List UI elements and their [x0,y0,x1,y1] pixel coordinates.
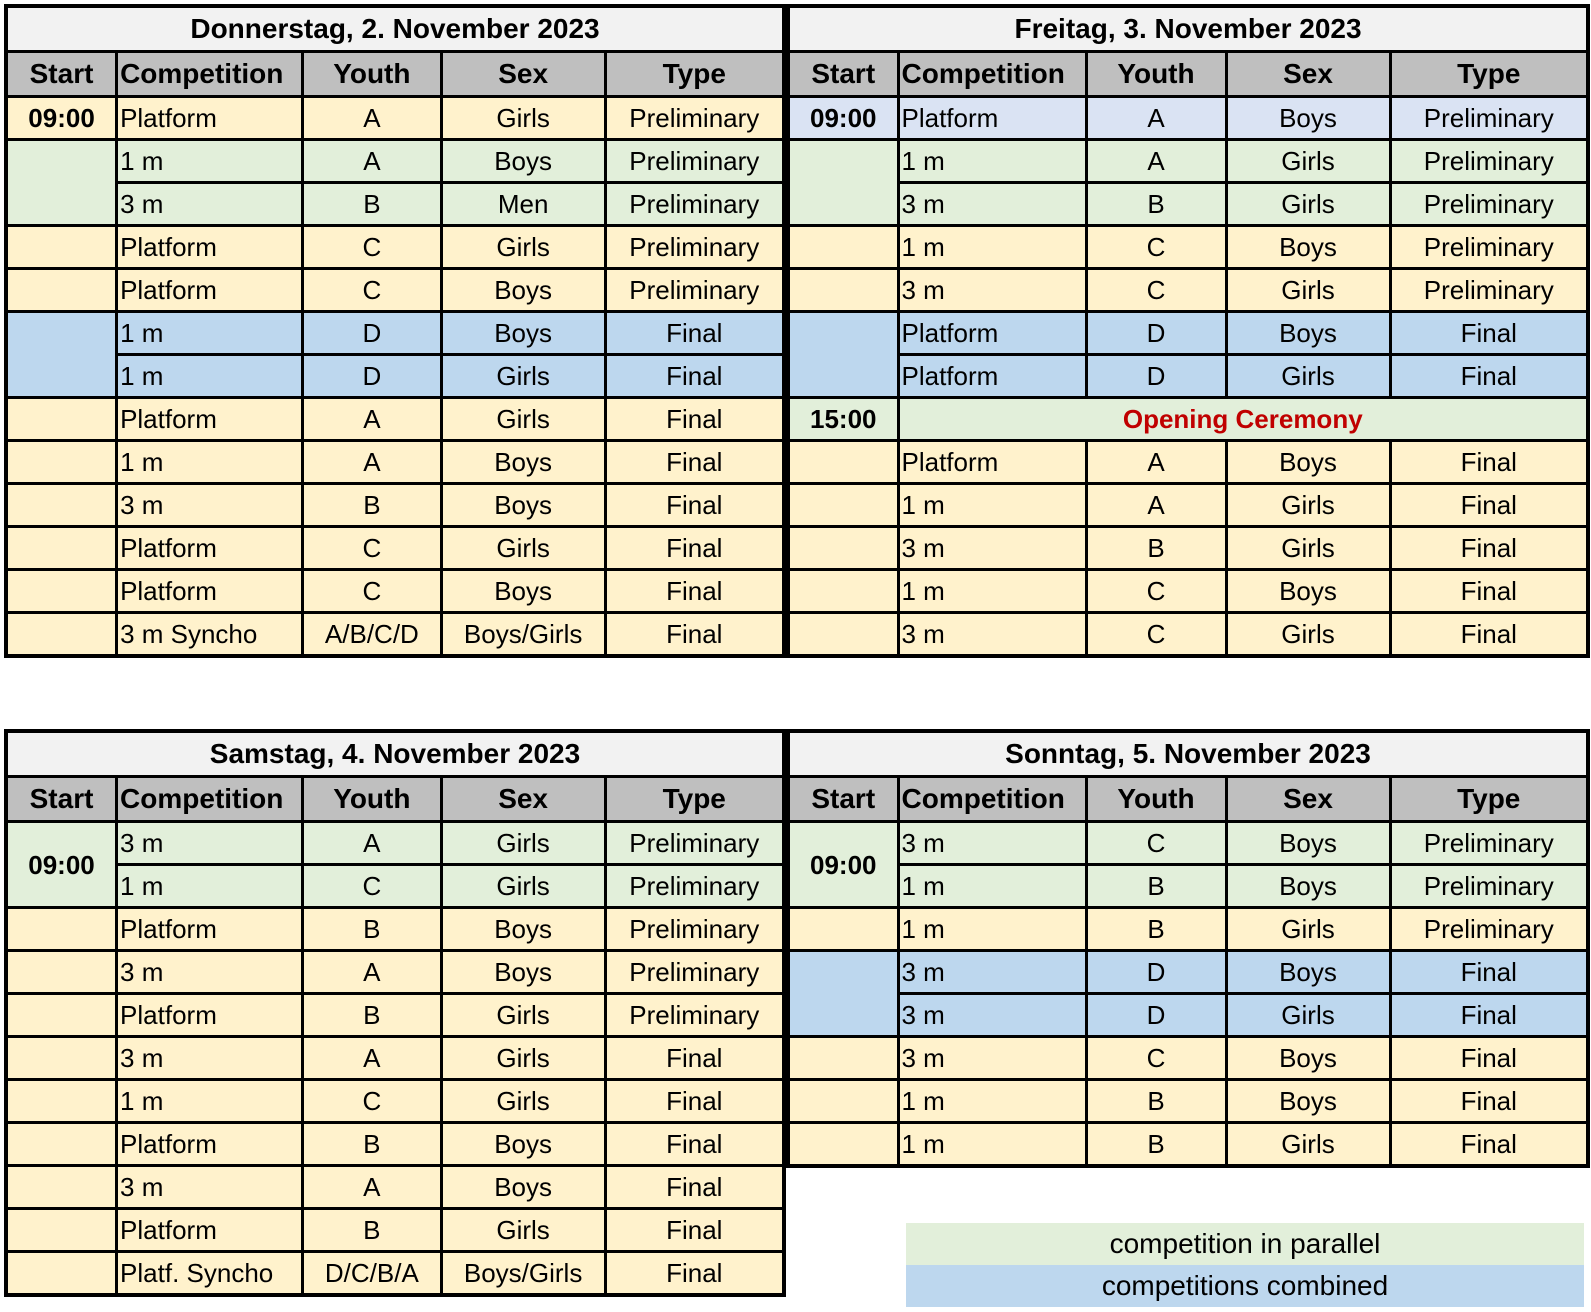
table-row [6,613,784,657]
legend-parallel: competition in parallel [906,1223,1584,1265]
table-row [788,527,1588,570]
competition-cell: Platf. Syncho [117,1252,303,1296]
competition-cell: 3 m [898,994,1086,1037]
table-row [6,1037,784,1080]
type-cell: Final [605,1209,784,1252]
youth-cell: A [1086,441,1226,484]
competition-cell: Platform [117,570,303,613]
youth-cell: A [303,441,442,484]
youth-cell: C [1086,570,1226,613]
table-row [788,613,1588,657]
competition-cell: 3 m [898,183,1086,226]
start-cell [788,441,898,484]
competition-cell: Platform [898,355,1086,398]
start-cell [788,908,898,951]
competition-cell: Platform [117,226,303,269]
table-row [788,269,1588,312]
competition-cell: Platform [117,994,303,1037]
table-row [6,226,784,269]
schedule-table-freitag [786,4,1590,658]
youth-cell: A [303,140,442,183]
youth-cell: A [303,97,442,140]
youth-cell: A [1086,97,1226,140]
sex-cell: Girls [1226,527,1390,570]
youth-cell: B [302,1123,441,1166]
sex-cell: Girls [441,994,605,1037]
sex-cell: Boys [441,312,605,355]
start-cell [6,1037,117,1080]
sex-cell: Boys [441,1166,605,1209]
youth-cell: B [1086,527,1226,570]
competition-cell: Platform [117,908,303,951]
type-cell: Final [605,1252,784,1296]
type-cell: Final [1390,1080,1588,1123]
table-row [788,865,1588,908]
youth-cell: D/C/B/A [302,1252,441,1296]
type-cell: Final [605,527,784,570]
youth-cell: A [1086,140,1226,183]
day-title: Samstag, 4. November 2023 [6,731,784,777]
header-type: Type [605,52,784,97]
table-row [6,951,784,994]
start-cell [6,1252,117,1296]
competition-cell: 1 m [898,908,1086,951]
type-cell: Final [1390,527,1588,570]
competition-cell: 3 m [117,1037,303,1080]
youth-cell: D [303,312,442,355]
competition-cell: 1 m [117,1080,303,1123]
table-row [788,994,1588,1037]
type-cell: Preliminary [605,226,784,269]
youth-cell: D [1086,355,1226,398]
start-cell [788,312,898,398]
competition-cell: Platform [898,312,1086,355]
type-cell: Preliminary [605,865,784,908]
sex-cell: Girls [1226,613,1390,657]
type-cell: Final [1390,570,1588,613]
type-cell: Final [1390,312,1588,355]
competition-cell: 3 m [898,822,1086,865]
competition-cell: 3 m Syncho [117,613,303,657]
header-sex: Sex [441,777,605,822]
youth-cell: B [302,1209,441,1252]
start-cell [6,570,117,613]
type-cell: Final [1390,355,1588,398]
sex-cell: Men [441,183,605,226]
table-row [6,140,784,183]
type-cell: Preliminary [1390,183,1588,226]
start-cell [6,613,117,657]
table-row [6,484,784,527]
youth-cell: C [1086,269,1226,312]
day-title: Freitag, 3. November 2023 [788,6,1588,52]
type-cell: Preliminary [1390,908,1588,951]
competition-cell: 1 m [117,865,303,908]
table-row [788,183,1588,226]
sex-cell: Boys [441,908,605,951]
start-cell [6,1166,117,1209]
competition-cell: 3 m [117,484,303,527]
competition-cell: Platform [117,1209,303,1252]
start-cell [6,312,117,398]
table-row [788,355,1588,398]
youth-cell: C [1086,1037,1226,1080]
type-cell: Preliminary [1390,226,1588,269]
competition-cell: 3 m [898,1037,1086,1080]
start-cell [6,140,117,226]
sex-cell: Girls [441,1080,605,1123]
start-cell [788,269,898,312]
table-row [788,570,1588,613]
youth-cell: C [303,527,442,570]
sex-cell: Girls [1226,908,1390,951]
table-row [788,951,1588,994]
start-cell [6,951,117,994]
table-row [6,908,784,951]
youth-cell: C [303,570,442,613]
type-cell: Final [605,398,784,441]
sex-cell: Girls [1226,140,1390,183]
youth-cell: D [1086,994,1226,1037]
table-row [6,570,784,613]
competition-cell: 1 m [117,140,303,183]
youth-cell: C [1086,822,1226,865]
competition-cell: 1 m [898,1080,1086,1123]
competition-cell: 3 m [898,527,1086,570]
sex-cell: Boys [1226,97,1390,140]
start-time: 09:00 [6,822,117,908]
youth-cell: B [1086,865,1226,908]
competition-cell: 3 m [117,183,303,226]
start-cell [788,951,898,1037]
youth-cell: B [302,994,441,1037]
table-row [788,140,1588,183]
start-cell [6,1080,117,1123]
youth-cell: C [303,226,442,269]
sex-cell: Boys [1226,1080,1390,1123]
competition-cell: 3 m [898,613,1086,657]
start-cell [6,226,117,269]
type-cell: Final [1390,994,1588,1037]
sex-cell: Boys [441,1123,605,1166]
header-youth: Youth [303,52,442,97]
type-cell: Preliminary [1390,822,1588,865]
sex-cell: Girls [1226,1123,1390,1167]
header-type: Type [1390,52,1588,97]
sex-cell: Girls [441,1037,605,1080]
header-start: Start [788,777,898,822]
youth-cell: A [302,1166,441,1209]
table-row [788,822,1588,865]
table-row [6,398,784,441]
sex-cell: Boys [1226,1037,1390,1080]
competition-cell: Platform [898,441,1086,484]
sex-cell: Girls [1226,183,1390,226]
youth-cell: D [1086,951,1226,994]
table-row [788,97,1588,140]
type-cell: Final [605,355,784,398]
table-row [788,1037,1588,1080]
type-cell: Final [1390,441,1588,484]
table-row [788,1080,1588,1123]
sex-cell: Boys [441,951,605,994]
sex-cell: Girls [441,97,605,140]
type-cell: Final [605,613,784,657]
type-cell: Preliminary [605,183,784,226]
competition-cell: 1 m [898,226,1086,269]
type-cell: Final [605,1037,784,1080]
competition-cell: Platform [117,1123,303,1166]
competition-cell: Platform [117,97,303,140]
type-cell: Preliminary [605,140,784,183]
table-row [6,822,784,865]
table-row [6,1080,784,1123]
start-cell [6,1209,117,1252]
start-cell [788,527,898,570]
header-youth: Youth [1086,52,1226,97]
competition-cell: Platform [117,527,303,570]
youth-cell: C [302,865,441,908]
start-cell [788,226,898,269]
type-cell: Preliminary [605,97,784,140]
start-time: 09:00 [788,97,898,140]
start-cell [6,527,117,570]
header-start: Start [6,52,117,97]
schedule-table-donnerstag [4,4,786,658]
table-row [6,1166,784,1209]
header-type: Type [605,777,784,822]
type-cell: Preliminary [605,822,784,865]
type-cell: Final [1390,613,1588,657]
header-sex: Sex [441,52,605,97]
ceremony-row [788,398,1588,441]
competition-cell: 1 m [898,1123,1086,1167]
youth-cell: A/B/C/D [303,613,442,657]
youth-cell: B [1086,1123,1226,1167]
table-row [788,908,1588,951]
sex-cell: Boys [441,570,605,613]
header-type: Type [1390,777,1588,822]
type-cell: Final [605,312,784,355]
day-title: Donnerstag, 2. November 2023 [6,6,784,52]
start-time: 09:00 [6,97,117,140]
type-cell: Preliminary [1390,97,1588,140]
table-row [6,269,784,312]
sex-cell: Boys [441,441,605,484]
youth-cell: A [302,822,441,865]
table-row [788,312,1588,355]
start-cell [788,1080,898,1123]
header-sex: Sex [1226,777,1390,822]
table-row [6,183,784,226]
schedule-table-samstag [4,729,786,1297]
sex-cell: Boys [1226,312,1390,355]
start-cell [788,1123,898,1167]
type-cell: Final [605,1080,784,1123]
table-row [6,1209,784,1252]
youth-cell: D [303,355,442,398]
youth-cell: A [302,1037,441,1080]
youth-cell: B [303,183,442,226]
start-cell [6,484,117,527]
competition-cell: 3 m [117,1166,303,1209]
sex-cell: Boys [1226,441,1390,484]
competition-cell: 1 m [117,312,303,355]
sex-cell: Girls [1226,355,1390,398]
competition-cell: 1 m [117,441,303,484]
start-cell [6,994,117,1037]
start-cell [788,1037,898,1080]
competition-cell: Platform [898,97,1086,140]
day-title: Sonntag, 5. November 2023 [788,731,1588,777]
start-cell [6,398,117,441]
sex-cell: Boys [441,269,605,312]
table-row [6,312,784,355]
youth-cell: C [303,269,442,312]
sex-cell: Boys [441,140,605,183]
table-row [6,1252,784,1296]
sex-cell: Girls [441,226,605,269]
competition-cell: 1 m [898,140,1086,183]
type-cell: Final [605,1123,784,1166]
start-cell [788,613,898,657]
table-row [6,865,784,908]
sex-cell: Girls [441,355,605,398]
sex-cell: Boys [441,484,605,527]
youth-cell: B [1086,1080,1226,1123]
youth-cell: B [302,908,441,951]
competition-cell: 3 m [117,822,303,865]
type-cell: Preliminary [1390,865,1588,908]
start-cell [788,570,898,613]
start-time: 15:00 [788,398,898,441]
youth-cell: C [1086,613,1226,657]
type-cell: Final [1390,951,1588,994]
header-youth: Youth [1086,777,1226,822]
type-cell: Final [605,484,784,527]
header-competition: Competition [117,52,303,97]
table-row [788,441,1588,484]
youth-cell: B [1086,908,1226,951]
table-row [788,1123,1588,1167]
youth-cell: C [302,1080,441,1123]
sex-cell: Boys [1226,951,1390,994]
youth-cell: A [1086,484,1226,527]
youth-cell: A [302,951,441,994]
header-start: Start [6,777,117,822]
type-cell: Preliminary [605,269,784,312]
header-competition: Competition [898,52,1086,97]
type-cell: Final [1390,1123,1588,1167]
start-time: 09:00 [788,822,898,908]
sex-cell: Girls [441,527,605,570]
start-cell [6,269,117,312]
type-cell: Preliminary [1390,269,1588,312]
competition-cell: 1 m [117,355,303,398]
sex-cell: Boys [1226,570,1390,613]
table-row [788,484,1588,527]
table-row [6,355,784,398]
header-sex: Sex [1226,52,1390,97]
opening-ceremony: Opening Ceremony [898,398,1588,441]
table-row [6,994,784,1037]
table-row [6,97,784,140]
header-competition: Competition [117,777,303,822]
youth-cell: D [1086,312,1226,355]
sex-cell: Boys [1226,226,1390,269]
type-cell: Final [605,570,784,613]
table-row [6,1123,784,1166]
competition-cell: 1 m [898,484,1086,527]
schedule-table-sonntag [786,729,1590,1168]
type-cell: Final [1390,484,1588,527]
header-start: Start [788,52,898,97]
youth-cell: B [303,484,442,527]
sex-cell: Boys [1226,865,1390,908]
start-cell [6,908,117,951]
sex-cell: Boys/Girls [441,1252,605,1296]
type-cell: Final [605,1166,784,1209]
type-cell: Final [605,441,784,484]
start-cell [788,140,898,226]
sex-cell: Girls [441,398,605,441]
table-row [6,527,784,570]
sex-cell: Boys [1226,822,1390,865]
sex-cell: Girls [1226,269,1390,312]
competition-cell: Platform [117,398,303,441]
sex-cell: Girls [441,822,605,865]
competition-cell: 3 m [898,269,1086,312]
youth-cell: C [1086,226,1226,269]
competition-cell: 3 m [117,951,303,994]
header-youth: Youth [302,777,441,822]
competition-cell: 3 m [898,951,1086,994]
sex-cell: Girls [441,1209,605,1252]
sex-cell: Girls [1226,994,1390,1037]
youth-cell: A [303,398,442,441]
start-cell [788,484,898,527]
start-cell [6,1123,117,1166]
header-competition: Competition [898,777,1086,822]
start-cell [6,441,117,484]
youth-cell: B [1086,183,1226,226]
type-cell: Preliminary [605,951,784,994]
competition-cell: Platform [117,269,303,312]
table-row [6,441,784,484]
type-cell: Final [1390,1037,1588,1080]
competition-cell: 1 m [898,570,1086,613]
sex-cell: Girls [1226,484,1390,527]
competition-cell: 1 m [898,865,1086,908]
table-row [788,226,1588,269]
type-cell: Preliminary [1390,140,1588,183]
sex-cell: Girls [441,865,605,908]
sex-cell: Boys/Girls [441,613,605,657]
type-cell: Preliminary [605,994,784,1037]
type-cell: Preliminary [605,908,784,951]
legend-combined: competitions combined [906,1265,1584,1307]
